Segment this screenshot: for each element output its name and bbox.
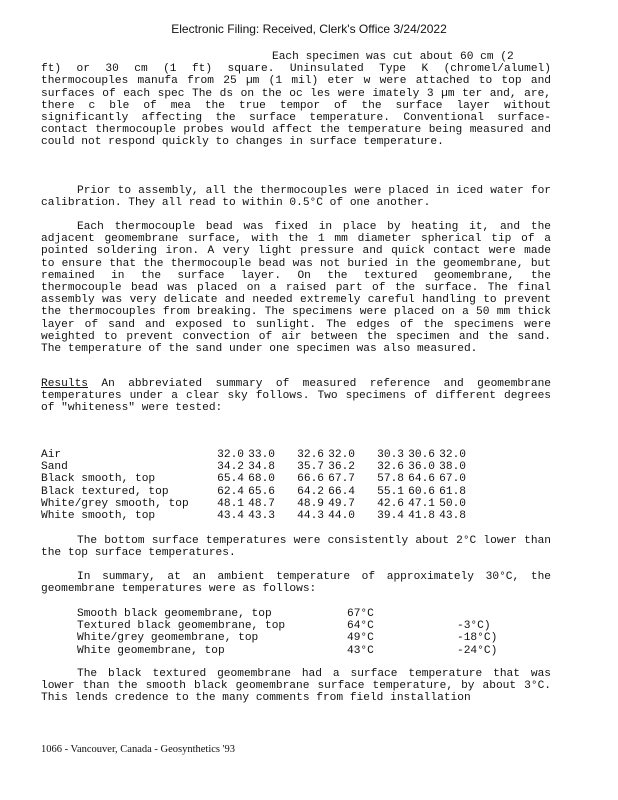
summary-diff: [457, 608, 497, 620]
table-cell: 42.6: [377, 497, 404, 510]
summary-label: Textured black geomembrane, top: [77, 620, 286, 633]
table-cell: 33.0: [248, 449, 275, 461]
results-text: An abbreviated summary of measured reference and geomembrane temperatures under a clear sky follows. Two specimens of different degrees of "whiteness" were tested:: [41, 378, 551, 415]
column-gap: [355, 486, 373, 498]
temperature-table: [41, 449, 466, 522]
summary-temp: 49°C: [347, 632, 374, 645]
table-cell: 60.6: [408, 485, 435, 498]
row-label: White/grey smooth, top: [41, 497, 189, 510]
summary-row: [77, 608, 497, 620]
summary-temp: 67°C: [347, 608, 374, 620]
table-cell: 48.1: [217, 497, 244, 510]
table-cell: 68.0: [248, 473, 275, 486]
table-cell: 32.0: [328, 449, 355, 461]
table-cell: 32.6: [377, 461, 404, 474]
column-gap: [355, 510, 373, 522]
paragraph-results: [41, 378, 551, 415]
paragraph-textured-finding: The black textured geomembrane had a surface temperature that was lower than the smooth black geomembrane surface temperature, by about 3°C. This lends credence to the many comments from field installation: [41, 668, 551, 705]
table-cell: 65.4: [217, 473, 244, 486]
table-cell: 67.7: [328, 473, 355, 486]
paragraph-assembly: Each thermocouple bead was fixed in place by heating it, and the adjacent geomembrane surface, with the 1 mm diameter spherical tip of a pointed soldering iron. A very light pressure and quick contact were made to ensure that the thermocouple bead was not buried in the geomembrane, but remained in the surface layer. On the textured geomembrane, the thermocouple bead was placed on a raised part of the surface. The final assembly was very delicate and needed extremely careful handling to prevent the thermocouples from breaking. The specimens were placed on a 50 mm thick layer of sand and exposed to sunlight. The edges of the specimens were weighted to prevent convection of air between the specimen and the sand. The temperature of the sand under one specimen was also measured.: [41, 221, 551, 356]
summary-temp: 64°C: [347, 620, 374, 633]
summary-diff: -24°C): [457, 644, 498, 657]
column-gap: [275, 461, 293, 473]
footer-citation: 1066 - Vancouver, Canada - Geosynthetics '93: [41, 744, 236, 755]
table-cell: 64.2: [297, 485, 324, 498]
table-cell: 65.6: [248, 485, 275, 498]
table-cell: 43.3: [248, 510, 275, 523]
table-cell: 64.6: [408, 473, 435, 486]
table-cell: 44.0: [328, 510, 355, 523]
table-cell: 48.9: [297, 497, 324, 510]
column-gap: [355, 498, 373, 510]
table-cell: 30.6: [408, 449, 435, 461]
table-cell: 34.2: [217, 461, 244, 474]
table-cell: 34.8: [248, 461, 275, 474]
row-label: Black textured, top: [41, 485, 169, 498]
table-cell: 47.1: [408, 497, 435, 510]
table-cell: 41.8: [408, 510, 435, 523]
column-gap: [275, 486, 293, 498]
table-cell: 43.4: [217, 510, 244, 523]
column-gap: [275, 510, 293, 522]
table-row: [41, 449, 466, 461]
table-cell: 61.8: [439, 485, 466, 498]
summary-label: White geomembrane, top: [77, 644, 225, 657]
results-heading: Results: [41, 378, 88, 390]
table-cell: 48.7: [248, 497, 275, 510]
table-cell: 39.4: [377, 510, 404, 523]
table-cell: 43.8: [439, 510, 466, 523]
row-label: Sand: [41, 461, 68, 474]
table-cell: 32.6: [297, 449, 324, 461]
table-row: [41, 486, 466, 498]
table-cell: 66.4: [328, 485, 355, 498]
summary-temp: 43°C: [347, 644, 374, 657]
table-row: [41, 473, 466, 485]
column-gap: [355, 449, 373, 461]
row-label: White smooth, top: [41, 510, 156, 523]
table-row: [41, 461, 466, 473]
summary-row: [77, 632, 497, 644]
column-gap: [275, 473, 293, 485]
table-cell: 32.0: [439, 449, 466, 461]
paragraph-summary-intro: In summary, at an ambient temperature of approximately 30°C, the geomembrane temperatures were as follows:: [41, 571, 551, 596]
paragraph-specimens-body: ft) or 30 cm (1 ft) square. Uninsulated Type K (chromel/alumel) thermocouples manufa from 25 µm (1 mil) eter w were attached to top and surfaces of each spec The ds on the oc les were imately 3 µm ter and, are, there c ble of mea the true tempor of the surface layer without significantly affecting the surface temperature. Conventional surface-contact thermocouple probes would affect the temperature being measured and could not respond quickly to changes in surface temperature.: [41, 63, 551, 149]
table-row: [41, 498, 466, 510]
table-cell: 30.3: [377, 449, 404, 461]
table-row: [41, 510, 466, 522]
filing-stamp: Electronic Filing: Received, Clerk's Office 3/24/2022: [171, 22, 447, 36]
column-gap: [355, 473, 373, 485]
table-cell: 62.4: [217, 485, 244, 498]
table-cell: 36.2: [328, 461, 355, 474]
paragraph-calibration: Prior to assembly, all the thermocouples were placed in iced water for calibration. They all read to within 0.5°C of one another.: [41, 185, 551, 210]
table-cell: 44.3: [297, 510, 324, 523]
table-cell: 55.1: [377, 485, 404, 498]
summary-diff: -3°C): [457, 620, 491, 633]
table-cell: 50.0: [439, 497, 466, 510]
column-gap: [275, 449, 293, 461]
table-cell: 57.8: [377, 473, 404, 486]
summary-table: [77, 608, 497, 657]
paragraph-specimens-lead: Each specimen was cut about 60 cm (2: [272, 51, 514, 63]
paragraph-bottom-surface: The bottom surface temperatures were consistently about 2°C lower than the top surface temperatures.: [41, 535, 551, 560]
column-gap: [275, 498, 293, 510]
paragraph-specimens: [41, 51, 551, 149]
summary-row: [77, 620, 497, 632]
table-cell: 66.6: [297, 473, 324, 486]
column-gap: [355, 461, 373, 473]
summary-row: [77, 645, 497, 657]
summary-label: White/grey geomembrane, top: [77, 632, 259, 645]
summary-diff: -18°C): [457, 632, 498, 645]
row-label: Black smooth, top: [41, 473, 156, 486]
table-cell: 36.0: [408, 461, 435, 474]
summary-label: Smooth black geomembrane, top: [77, 608, 272, 620]
table-cell: 67.0: [439, 473, 466, 486]
row-label: Air: [41, 449, 62, 461]
table-cell: 32.0: [217, 449, 244, 461]
table-cell: 49.7: [328, 497, 355, 510]
table-cell: 35.7: [297, 461, 324, 474]
table-cell: 38.0: [439, 461, 466, 474]
